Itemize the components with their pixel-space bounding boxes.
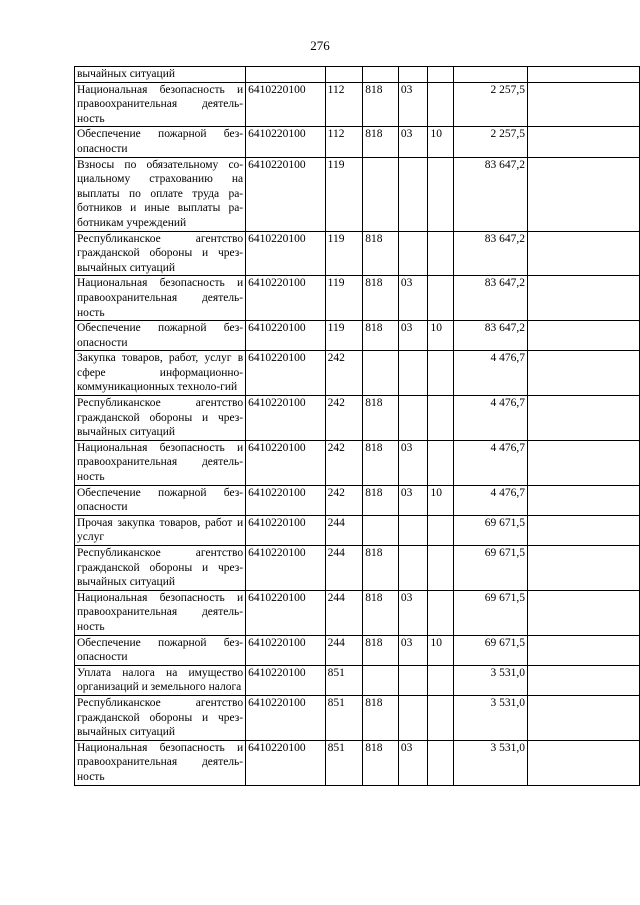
table-row [75, 67, 640, 83]
empty-cell [527, 67, 639, 83]
section-cell [398, 546, 428, 591]
subsection-cell [428, 590, 454, 635]
subsection-cell: 10 [428, 485, 454, 515]
expense-type-cell: 851 [325, 740, 363, 785]
empty-cell [527, 440, 639, 485]
row-name-cell: Обеспечение пожарной без-опасности [75, 635, 246, 665]
row-name-cell: Республиканское агентство гражданской обороны и чрез-вычайных ситуаций [75, 695, 246, 740]
subsection-cell: 10 [428, 127, 454, 157]
empty-cell [527, 695, 639, 740]
expense-type-cell: 244 [325, 546, 363, 591]
subsection-cell: 10 [428, 635, 454, 665]
expense-type-cell: 119 [325, 231, 363, 276]
subsection-cell [428, 546, 454, 591]
target-article-cell: 6410220100 [246, 351, 326, 396]
expense-type-cell [325, 67, 363, 83]
amount-cell: 69 671,5 [454, 546, 528, 591]
section-cell [398, 231, 428, 276]
table-row [75, 440, 640, 485]
admin-code-cell: 818 [363, 485, 399, 515]
amount-cell: 83 647,2 [454, 157, 528, 231]
amount-cell: 83 647,2 [454, 276, 528, 321]
section-cell [398, 351, 428, 396]
admin-code-cell [363, 67, 399, 83]
table-row [75, 127, 640, 157]
empty-cell [527, 485, 639, 515]
admin-code-cell [363, 351, 399, 396]
section-cell [398, 695, 428, 740]
section-cell: 03 [398, 82, 428, 127]
table-row [75, 82, 640, 127]
admin-code-cell [363, 157, 399, 231]
page-number: 276 [310, 38, 330, 53]
section-cell [398, 515, 428, 545]
admin-code-cell: 818 [363, 82, 399, 127]
table-row [75, 276, 640, 321]
row-name-cell: Республиканское агентство гражданской обороны и чрез-вычайных ситуаций [75, 231, 246, 276]
target-article-cell: 6410220100 [246, 590, 326, 635]
table-row [75, 665, 640, 695]
target-article-cell: 6410220100 [246, 515, 326, 545]
target-article-cell: 6410220100 [246, 695, 326, 740]
expense-type-cell: 244 [325, 515, 363, 545]
row-name-cell: Закупка товаров, работ, услуг в сфере информационно-коммуникационных техноло-гий [75, 351, 246, 396]
table-row [75, 157, 640, 231]
amount-cell: 4 476,7 [454, 440, 528, 485]
admin-code-cell [363, 515, 399, 545]
row-name-cell: Национальная безопасность и правоохранительная деятель-ность [75, 82, 246, 127]
table-row [75, 485, 640, 515]
expense-type-cell: 242 [325, 485, 363, 515]
empty-cell [527, 127, 639, 157]
subsection-cell [428, 157, 454, 231]
target-article-cell: 6410220100 [246, 127, 326, 157]
target-article-cell: 6410220100 [246, 231, 326, 276]
section-cell: 03 [398, 485, 428, 515]
expense-type-cell: 242 [325, 396, 363, 441]
table-row [75, 321, 640, 351]
subsection-cell [428, 440, 454, 485]
amount-cell: 2 257,5 [454, 127, 528, 157]
admin-code-cell [363, 665, 399, 695]
subsection-cell [428, 665, 454, 695]
expense-type-cell: 244 [325, 635, 363, 665]
empty-cell [527, 231, 639, 276]
target-article-cell: 6410220100 [246, 485, 326, 515]
row-name-cell: Национальная безопасность и правоохранительная деятель-ность [75, 590, 246, 635]
admin-code-cell: 818 [363, 695, 399, 740]
amount-cell: 69 671,5 [454, 515, 528, 545]
subsection-cell [428, 276, 454, 321]
budget-table [74, 66, 640, 786]
empty-cell [527, 515, 639, 545]
row-name-cell: Обеспечение пожарной без-опасности [75, 127, 246, 157]
admin-code-cell: 818 [363, 127, 399, 157]
section-cell [398, 157, 428, 231]
empty-cell [527, 740, 639, 785]
section-cell: 03 [398, 635, 428, 665]
empty-cell [527, 157, 639, 231]
admin-code-cell: 818 [363, 440, 399, 485]
section-cell [398, 665, 428, 695]
target-article-cell: 6410220100 [246, 396, 326, 441]
amount-cell: 3 531,0 [454, 740, 528, 785]
expense-type-cell: 112 [325, 82, 363, 127]
subsection-cell [428, 231, 454, 276]
subsection-cell: 10 [428, 321, 454, 351]
row-name-cell: Уплата налога на имущество организаций и земельного налога [75, 665, 246, 695]
section-cell: 03 [398, 590, 428, 635]
row-name-cell: Обеспечение пожарной без-опасности [75, 485, 246, 515]
empty-cell [527, 546, 639, 591]
row-name-cell: Взносы по обязательному со-циальному страхованию на выплаты по оплате труда ра-ботников и иные выплаты ра-ботникам учреждений [75, 157, 246, 231]
subsection-cell [428, 515, 454, 545]
subsection-cell [428, 740, 454, 785]
target-article-cell: 6410220100 [246, 740, 326, 785]
subsection-cell [428, 351, 454, 396]
target-article-cell: 6410220100 [246, 665, 326, 695]
empty-cell [527, 590, 639, 635]
expense-type-cell: 244 [325, 590, 363, 635]
table-row [75, 351, 640, 396]
admin-code-cell: 818 [363, 740, 399, 785]
admin-code-cell: 818 [363, 321, 399, 351]
empty-cell [527, 396, 639, 441]
expense-type-cell: 242 [325, 351, 363, 396]
amount-cell: 4 476,7 [454, 485, 528, 515]
admin-code-cell: 818 [363, 590, 399, 635]
expense-type-cell: 112 [325, 127, 363, 157]
row-name-cell: Прочая закупка товаров, работ и услуг [75, 515, 246, 545]
table-row [75, 546, 640, 591]
table-row [75, 515, 640, 545]
section-cell: 03 [398, 127, 428, 157]
amount-cell: 3 531,0 [454, 695, 528, 740]
subsection-cell [428, 82, 454, 127]
target-article-cell: 6410220100 [246, 157, 326, 231]
expense-type-cell: 851 [325, 695, 363, 740]
admin-code-cell: 818 [363, 276, 399, 321]
row-name-cell: Обеспечение пожарной без-опасности [75, 321, 246, 351]
table-row [75, 396, 640, 441]
target-article-cell: 6410220100 [246, 546, 326, 591]
expense-type-cell: 119 [325, 157, 363, 231]
expense-type-cell: 119 [325, 276, 363, 321]
target-article-cell: 6410220100 [246, 635, 326, 665]
empty-cell [527, 276, 639, 321]
target-article-cell: 6410220100 [246, 276, 326, 321]
table-row [75, 635, 640, 665]
row-name-cell: Национальная безопасность и правоохранительная деятель-ность [75, 440, 246, 485]
table-row [75, 695, 640, 740]
admin-code-cell: 818 [363, 546, 399, 591]
section-cell [398, 396, 428, 441]
table-row [75, 231, 640, 276]
expense-type-cell: 851 [325, 665, 363, 695]
amount-cell: 83 647,2 [454, 231, 528, 276]
target-article-cell: 6410220100 [246, 440, 326, 485]
amount-cell: 83 647,2 [454, 321, 528, 351]
empty-cell [527, 321, 639, 351]
section-cell: 03 [398, 321, 428, 351]
expense-type-cell: 242 [325, 440, 363, 485]
amount-cell [454, 67, 528, 83]
row-name-cell: Национальная безопасность и правоохранительная деятель-ность [75, 740, 246, 785]
table-row [75, 590, 640, 635]
target-article-cell: 6410220100 [246, 321, 326, 351]
admin-code-cell: 818 [363, 231, 399, 276]
row-name-cell: Национальная безопасность и правоохранительная деятель-ность [75, 276, 246, 321]
row-name-cell: вычайных ситуаций [75, 67, 246, 83]
section-cell: 03 [398, 740, 428, 785]
amount-cell: 4 476,7 [454, 351, 528, 396]
empty-cell [527, 351, 639, 396]
row-name-cell: Республиканское агентство гражданской обороны и чрез-вычайных ситуаций [75, 546, 246, 591]
empty-cell [527, 665, 639, 695]
section-cell: 03 [398, 440, 428, 485]
expense-type-cell: 119 [325, 321, 363, 351]
subsection-cell [428, 695, 454, 740]
subsection-cell [428, 396, 454, 441]
amount-cell: 2 257,5 [454, 82, 528, 127]
amount-cell: 3 531,0 [454, 665, 528, 695]
target-article-cell [246, 67, 326, 83]
target-article-cell: 6410220100 [246, 82, 326, 127]
table-row [75, 740, 640, 785]
amount-cell: 4 476,7 [454, 396, 528, 441]
admin-code-cell: 818 [363, 396, 399, 441]
section-cell: 03 [398, 276, 428, 321]
amount-cell: 69 671,5 [454, 590, 528, 635]
budget-table-body [75, 67, 640, 786]
subsection-cell [428, 67, 454, 83]
amount-cell: 69 671,5 [454, 635, 528, 665]
admin-code-cell: 818 [363, 635, 399, 665]
empty-cell [527, 82, 639, 127]
empty-cell [527, 635, 639, 665]
row-name-cell: Республиканское агентство гражданской обороны и чрез-вычайных ситуаций [75, 396, 246, 441]
section-cell [398, 67, 428, 83]
